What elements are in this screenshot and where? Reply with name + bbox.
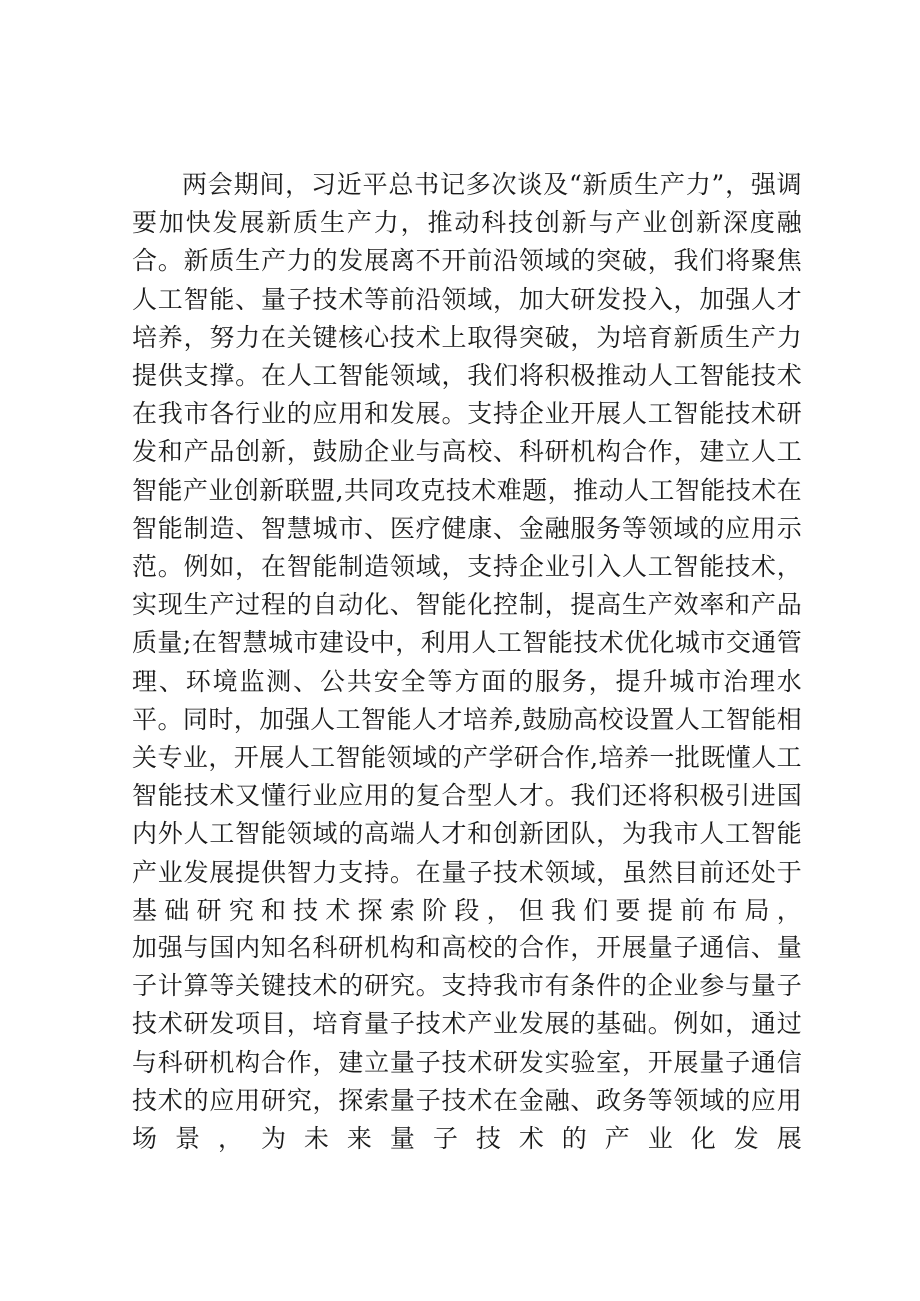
body-paragraph-1: 两会期间，习近平总书记多次谈及“新质生产力”，强调要加快发展新质生产力，推动科技创新与产业创新深度融合。新质生产力的发展离不开前沿领域的突破，我们将聚焦人工智能、量子技术等前沿领域，加大研发投入，加强人才培养，努力在关键核心技术上取得突破，为培育新质生产力提供支撑。在人工智能领域，我们将积极推动人工智能技术在我市各行业的应用和发展。支持企业开展人工智能技术研发和产品创新，鼓励企业与高校、科研机构合作，建立人工智能产业创新联盟,共同攻克技术难题，推动人工智能技术在智能制造、智慧城市、医疗健康、金融服务等领域的应用示范。例如，在智能制造领域，支持企业引入人工智能技术，实现生产过程的自动化、智能化控制，提高生产效率和产品质量;在智慧城市建设中，利用人工智能技术优化城市交通管理、环境监测、公共安全等方面的服务，提升城市治理水平。同时，加强人工智能人才培养,鼓励高校设置人工智能相关专业，开展人工智能领域的产学研合作,培养一批既懂人工智能技术又懂行业应用的复合型人才。我们还将积极引进国内外人工智能领域的高端人才和创新团队，为我市人工智能产业发展提供智力支持。在量子技术领域，虽然目前还处于基础研究和技术探索阶段，但我们要提前布局， [132,170,802,925]
body-paragraph-2: 加强与国内知名科研机构和高校的合作，开展量子通信、量子计算等关键技术的研究。支持我市有条件的企业参与量子技术研发项目，培育量子技术产业发展的基础。例如，通过与科研机构合作，建立量子技术研发实验室，开展量子通信技术的应用研究，探索量子技术在金融、政务等领域的应用场景，为未来量子技术的产业化发展 [132,933,802,1154]
